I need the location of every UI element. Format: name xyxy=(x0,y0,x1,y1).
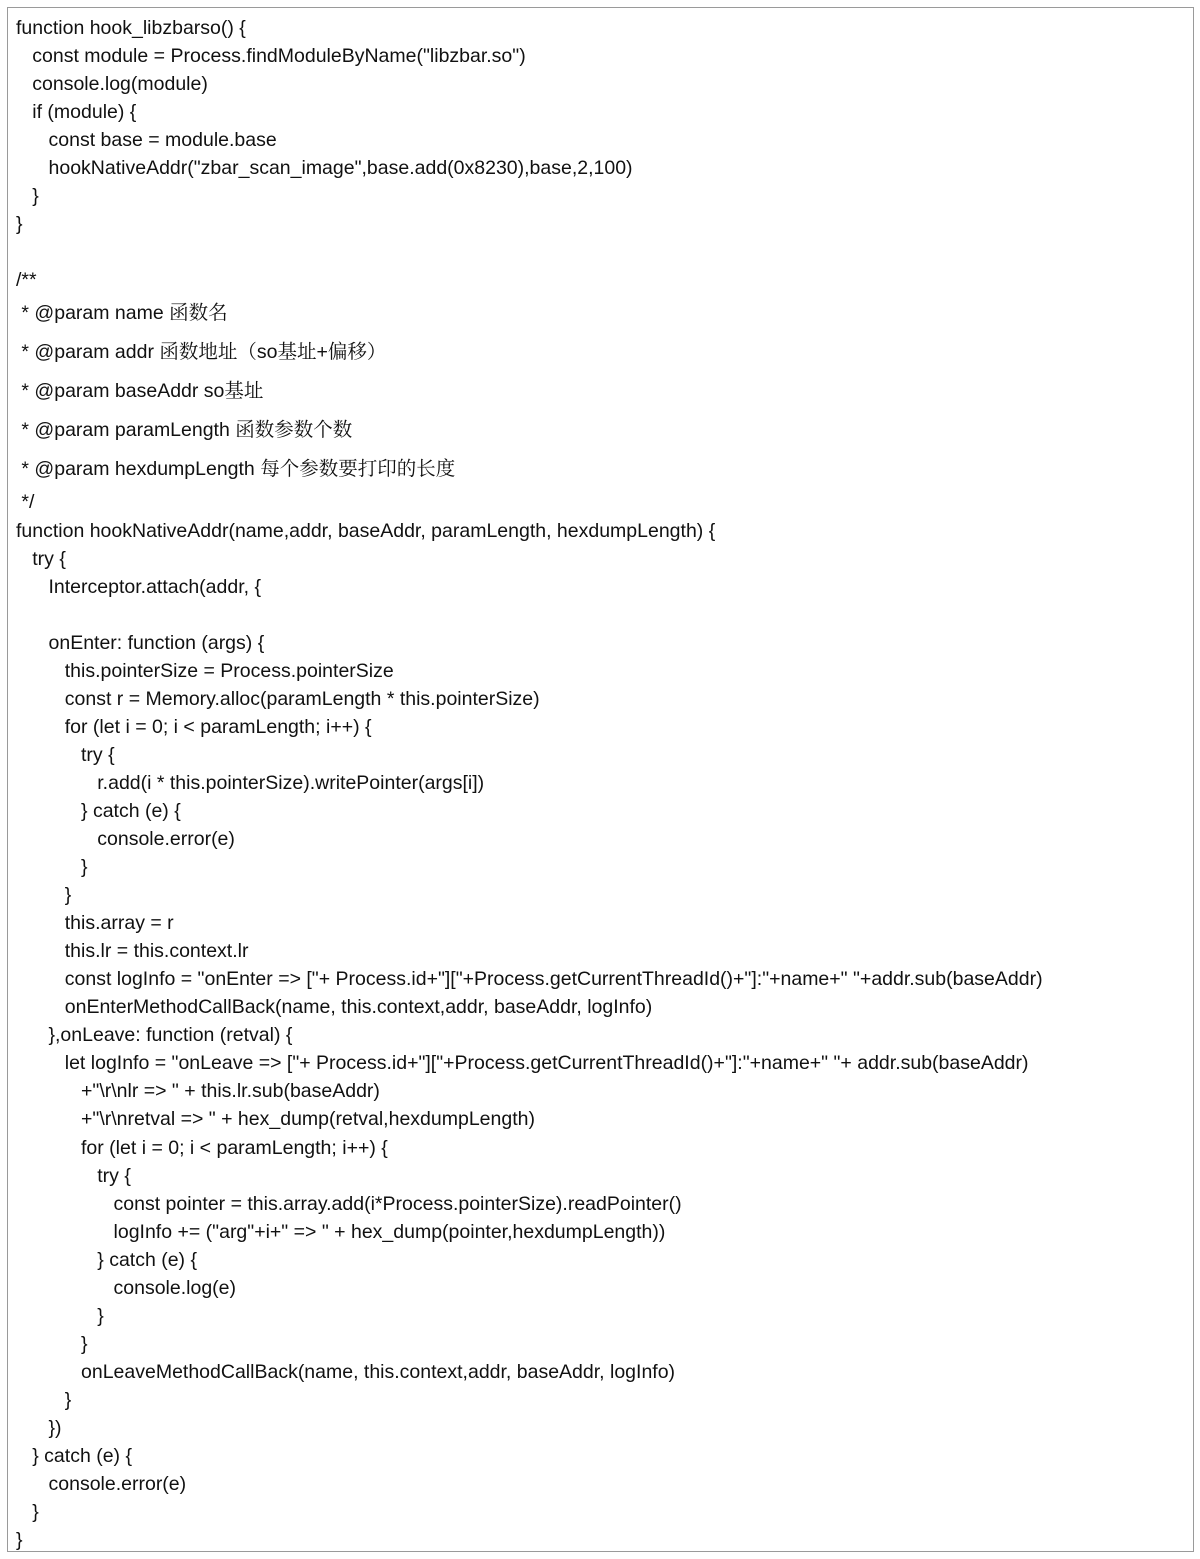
code-line: try { xyxy=(16,743,115,766)
code-line: * @param paramLength 函数参数个数 xyxy=(16,418,353,441)
code-listing xyxy=(16,14,1189,1554)
code-line: console.log(module) xyxy=(16,73,208,96)
code-line: } xyxy=(16,1304,104,1327)
code-line: const module = Process.findModuleByName("libzbar.so") xyxy=(16,45,526,68)
code-line: function hookNativeAddr(name,addr, baseAddr, paramLength, hexdumpLength) { xyxy=(16,519,716,542)
code-line: +"\r\nretval => " + hex_dump(retval,hexdumpLength) xyxy=(16,1108,535,1131)
code-line: * @param addr 函数地址（so基址+偏移） xyxy=(16,341,387,364)
code-line: Interceptor.attach(addr, { xyxy=(16,575,261,598)
code-line: function hook_libzbarso() { xyxy=(16,17,246,39)
code-line: let logInfo = "onLeave => ["+ Process.id+"]["+Process.getCurrentThreadId()+"]:"+name+" "+ addr.sub(baseAddr) xyxy=(16,1052,1029,1075)
code-line: } catch (e) { xyxy=(16,799,181,822)
code-line: const base = module.base xyxy=(16,129,277,152)
code-line: this.lr = this.context.lr xyxy=(16,940,249,963)
code-line: } catch (e) { xyxy=(16,1445,132,1468)
code-line: console.error(e) xyxy=(16,828,235,851)
code-line: logInfo += ("arg"+i+" => " + hex_dump(pointer,hexdumpLength)) xyxy=(16,1220,666,1243)
code-line: for (let i = 0; i < paramLength; i++) { xyxy=(16,1136,388,1159)
code-line: * @param name 函数名 xyxy=(16,302,228,325)
code-line: onLeaveMethodCallBack(name, this.context,addr, baseAddr, logInfo) xyxy=(16,1360,676,1383)
code-line: } xyxy=(16,1388,72,1411)
code-line: },onLeave: function (retval) { xyxy=(16,1024,293,1047)
code-line: r.add(i * this.pointerSize).writePointer(args[i]) xyxy=(16,771,485,794)
code-line: console.log(e) xyxy=(16,1276,237,1299)
code-line xyxy=(16,238,1189,266)
code-line: this.array = r xyxy=(16,912,174,935)
code-line: */ xyxy=(16,491,35,514)
code-line: const pointer = this.array.add(i*Process.pointerSize).readPointer() xyxy=(16,1192,682,1215)
code-line: } xyxy=(16,1332,88,1355)
code-line: onEnter: function (args) { xyxy=(16,631,265,654)
code-line: }) xyxy=(16,1417,62,1439)
code-line: this.pointerSize = Process.pointerSize xyxy=(16,659,394,682)
code-block xyxy=(7,7,1194,1552)
code-line: onEnterMethodCallBack(name, this.context,addr, baseAddr, logInfo) xyxy=(16,996,653,1019)
code-line: try { xyxy=(16,1164,131,1187)
code-line: for (let i = 0; i < paramLength; i++) { xyxy=(16,715,372,738)
code-line: } xyxy=(16,213,23,236)
code-line: } xyxy=(16,1501,39,1524)
code-line: /** xyxy=(16,269,37,292)
code-line: } xyxy=(16,884,72,907)
code-line: console.error(e) xyxy=(16,1473,187,1496)
code-line: } xyxy=(16,856,88,879)
code-line: * @param hexdumpLength 每个参数要打印的长度 xyxy=(16,457,456,480)
code-line: if (module) { xyxy=(16,101,137,124)
code-line: } catch (e) { xyxy=(16,1248,197,1271)
code-line: } xyxy=(16,185,39,208)
code-line: } xyxy=(16,1529,23,1552)
code-line: * @param baseAddr so基址 xyxy=(16,380,264,403)
code-line: try { xyxy=(16,547,66,570)
code-line: hookNativeAddr("zbar_scan_image",base.add(0x8230),base,2,100) xyxy=(16,157,633,180)
code-line: const logInfo = "onEnter => ["+ Process.id+"]["+Process.getCurrentThreadId()+"]:"+name+" "+addr.sub(baseAddr) xyxy=(16,968,1043,991)
code-line: const r = Memory.alloc(paramLength * this.pointerSize) xyxy=(16,687,540,710)
code-line: +"\r\nlr => " + this.lr.sub(baseAddr) xyxy=(16,1080,380,1103)
code-line xyxy=(16,601,1189,629)
